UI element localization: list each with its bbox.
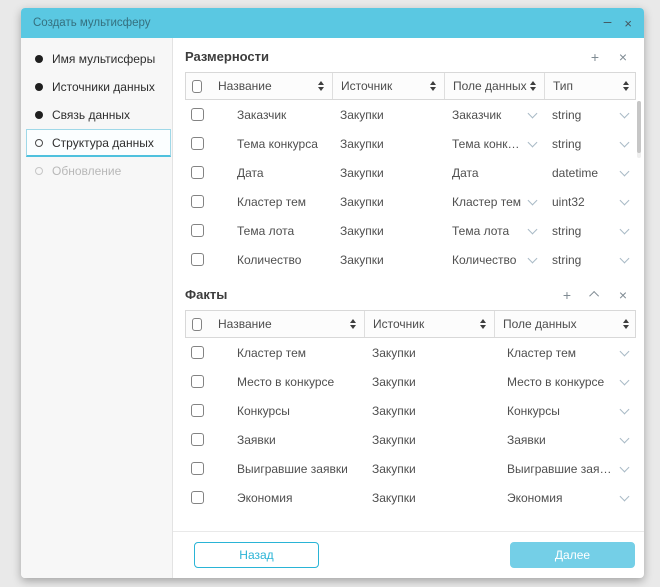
chevron-down-icon[interactable] [620, 462, 630, 472]
row-source: Закупки [340, 136, 384, 151]
step-active-bullet-icon [35, 139, 43, 147]
row-field-select[interactable]: Количество [444, 253, 544, 267]
row-checkbox[interactable] [191, 166, 204, 179]
row-field-select[interactable]: Место в конкурсе [494, 375, 636, 389]
row-checkbox[interactable] [191, 253, 204, 266]
facts-title: Факты [185, 287, 228, 302]
row-checkbox[interactable] [191, 491, 204, 504]
dimensions-table-header [185, 72, 636, 100]
step-done-bullet-icon [35, 83, 43, 91]
row-name: Выигравшие заявки [237, 461, 348, 476]
dimensions-table-body [185, 100, 636, 274]
row-name: Конкурсы [237, 403, 290, 418]
column-header-name[interactable]: Название [210, 311, 365, 337]
sort-icon[interactable] [350, 319, 356, 329]
table-row [185, 483, 636, 512]
sidebar-item-data-link[interactable] [21, 101, 172, 129]
row-name: Экономия [237, 490, 293, 505]
checkbox-icon[interactable] [192, 318, 202, 331]
chevron-down-icon[interactable] [620, 404, 630, 414]
add-fact-icon[interactable]: + [562, 286, 572, 303]
dimensions-title: Размерности [185, 49, 270, 64]
facts-section-header [185, 287, 636, 302]
row-source: Закупки [372, 403, 416, 418]
row-source: Закупки [340, 223, 384, 238]
minimize-icon[interactable]: – [603, 12, 612, 29]
row-field-select[interactable]: Кластер тем [494, 346, 636, 360]
row-source: Закупки [340, 194, 384, 209]
main-panel [173, 38, 644, 578]
window-title: Создать мультисферу [33, 17, 151, 29]
wizard-steps-sidebar [21, 38, 173, 578]
step-label: Обновление [52, 164, 122, 178]
column-header-field[interactable]: Поле данных [495, 311, 637, 337]
window-body [21, 38, 644, 578]
step-label: Связь данных [52, 108, 131, 122]
sort-icon[interactable] [318, 81, 324, 91]
row-source: Закупки [340, 165, 384, 180]
row-type-select[interactable]: uint32 [544, 195, 636, 209]
row-checkbox[interactable] [191, 137, 204, 150]
row-type-select[interactable]: datetime [544, 166, 636, 180]
chevron-down-icon[interactable] [528, 137, 538, 147]
step-done-bullet-icon [35, 55, 43, 63]
chevron-down-icon[interactable] [620, 195, 630, 205]
sort-icon[interactable] [623, 81, 629, 91]
facts-table-body [185, 338, 636, 512]
remove-fact-icon[interactable]: × [618, 286, 628, 303]
sidebar-item-multisphere-name[interactable] [21, 45, 172, 73]
column-header-source[interactable]: Источник [365, 311, 495, 337]
chevron-down-icon[interactable] [528, 108, 538, 118]
sidebar-item-data-structure[interactable] [26, 129, 171, 157]
window-controls [603, 12, 632, 31]
row-checkbox[interactable] [191, 462, 204, 475]
chevron-down-icon[interactable] [620, 433, 630, 443]
sort-icon[interactable] [530, 81, 536, 91]
checkbox-icon[interactable] [192, 80, 202, 93]
table-row [185, 396, 636, 425]
row-field-select[interactable]: Заказчик [444, 108, 544, 122]
chevron-down-icon[interactable] [528, 253, 538, 263]
table-row [185, 338, 636, 367]
row-source: Закупки [372, 432, 416, 447]
next-button[interactable]: Далее [510, 542, 635, 568]
sidebar-item-data-sources[interactable] [21, 73, 172, 101]
row-name: Кластер тем [237, 345, 306, 360]
table-row [185, 454, 636, 483]
row-checkbox[interactable] [191, 108, 204, 121]
row-name: Тема конкурса [237, 136, 318, 151]
row-name: Кластер тем [237, 194, 306, 209]
chevron-down-icon[interactable] [620, 137, 630, 147]
row-type-select[interactable]: string [544, 108, 636, 122]
sidebar-item-update [21, 157, 172, 185]
row-source: Закупки [372, 490, 416, 505]
column-header-name[interactable]: Название [210, 73, 333, 99]
table-row [185, 216, 636, 245]
row-source: Закупки [340, 107, 384, 122]
sort-icon[interactable] [430, 81, 436, 91]
facts-actions [561, 286, 636, 303]
row-field-select[interactable]: Дата [452, 165, 479, 180]
column-header-type[interactable]: Тип [545, 73, 637, 99]
chevron-down-icon[interactable] [620, 224, 630, 234]
row-source: Закупки [372, 461, 416, 476]
row-source: Закупки [340, 252, 384, 267]
row-checkbox[interactable] [191, 375, 204, 388]
row-type-select[interactable]: string [544, 224, 636, 238]
row-field-select[interactable]: Конкурсы [494, 404, 636, 418]
chevron-down-icon[interactable] [620, 491, 630, 501]
titlebar [21, 8, 644, 38]
chevron-down-icon[interactable] [620, 108, 630, 118]
scrollbar-thumb[interactable] [637, 101, 641, 153]
facts-table-header [185, 310, 636, 338]
table-row [185, 245, 636, 274]
dimensions-actions [589, 48, 636, 65]
row-name: Тема лота [237, 223, 295, 238]
row-name: Заказчик [237, 107, 287, 122]
table-row [185, 367, 636, 396]
row-name: Количество [237, 252, 302, 267]
sort-icon[interactable] [480, 319, 486, 329]
row-type-select[interactable]: string [544, 253, 636, 267]
row-checkbox[interactable] [191, 224, 204, 237]
close-icon[interactable]: × [624, 15, 632, 31]
wizard-footer [173, 531, 644, 578]
row-checkbox[interactable] [191, 346, 204, 359]
row-source: Закупки [372, 374, 416, 389]
column-header-field[interactable]: Поле данных [445, 73, 545, 99]
table-row [185, 100, 636, 129]
row-field-select[interactable]: Тема лота [444, 224, 544, 238]
add-dimension-icon[interactable]: + [590, 48, 600, 65]
row-type-select[interactable]: string [544, 137, 636, 151]
table-row [185, 158, 636, 187]
chevron-down-icon[interactable] [620, 166, 630, 176]
sort-icon[interactable] [623, 319, 629, 329]
chevron-down-icon[interactable] [620, 346, 630, 356]
row-checkbox[interactable] [191, 404, 204, 417]
step-label: Источники данных [52, 80, 155, 94]
select-all-checkbox[interactable] [186, 311, 210, 337]
row-checkbox[interactable] [191, 433, 204, 446]
step-disabled-bullet-icon [35, 167, 43, 175]
step-done-bullet-icon [35, 111, 43, 119]
collapse-icon[interactable] [589, 291, 601, 298]
row-field-select[interactable]: Экономия [494, 491, 636, 505]
create-multisphere-dialog [21, 8, 644, 578]
chevron-down-icon[interactable] [620, 253, 630, 263]
back-button[interactable]: Назад [194, 542, 319, 568]
chevron-down-icon[interactable] [528, 224, 538, 234]
row-name: Дата [237, 165, 264, 180]
table-row [185, 129, 636, 158]
step-label: Имя мультисферы [52, 52, 156, 66]
remove-dimension-icon[interactable]: × [618, 48, 628, 65]
select-all-checkbox[interactable] [186, 73, 210, 99]
row-field-select[interactable]: Кластер тем [444, 195, 544, 209]
row-name: Заявки [237, 432, 276, 447]
row-checkbox[interactable] [191, 195, 204, 208]
dimensions-section-header [185, 49, 636, 64]
row-source: Закупки [372, 345, 416, 360]
step-label: Структура данных [52, 135, 154, 150]
row-field-select[interactable]: Тема конк… [444, 137, 544, 151]
row-field-select[interactable]: Выигравшие зая… [494, 462, 636, 476]
row-name: Место в конкурсе [237, 374, 335, 389]
table-row [185, 425, 636, 454]
chevron-down-icon[interactable] [528, 195, 538, 205]
table-row [185, 187, 636, 216]
chevron-down-icon[interactable] [620, 375, 630, 385]
row-field-select[interactable]: Заявки [494, 433, 636, 447]
column-header-source[interactable]: Источник [333, 73, 445, 99]
